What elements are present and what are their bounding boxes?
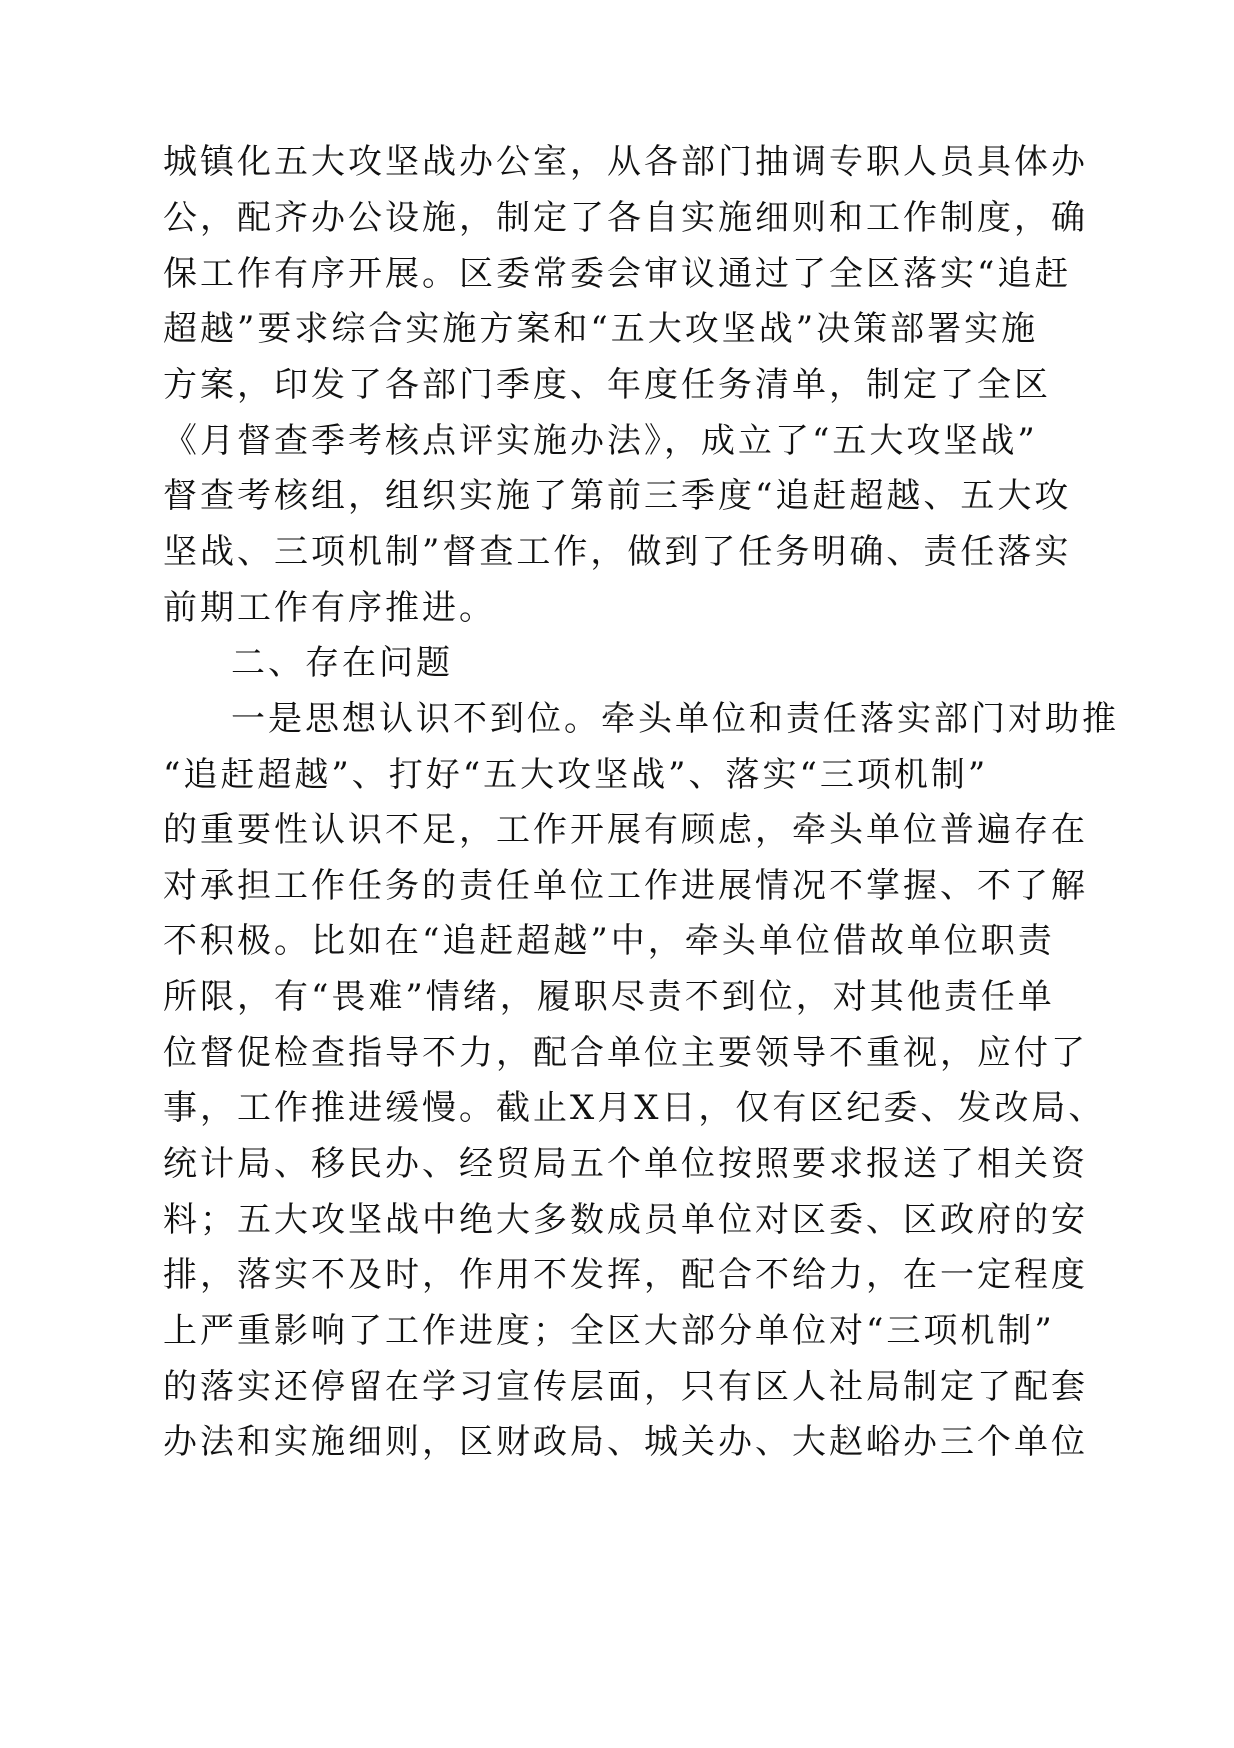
paragraph-line: 所限，有“畏难”情绪，履职尽责不到位，对其他责任单 — [163, 977, 1055, 1017]
paragraph-line: 事，工作推进缓慢。截止X月X日，仅有区纪委、发改局、 — [163, 1088, 1106, 1128]
paragraph-line: 城镇化五大攻坚战办公室，从各部门抽调专职人员具体办 — [163, 142, 1088, 182]
paragraph-line: “追赶超越”、打好“五大攻坚战”、落实“三项机制” — [163, 755, 989, 795]
paragraph-line: 《月督查季考核点评实施办法》，成立了“五大攻坚战” — [163, 421, 1038, 461]
paragraph-line: 公，配齐办公设施，制定了各自实施细则和工作制度，确 — [163, 198, 1088, 238]
paragraph-line: 位督促检查指导不力，配合单位主要领导不重视，应付了 — [163, 1033, 1088, 1073]
paragraph-line: 的落实还停留在学习宣传层面，只有区人社局制定了配套 — [163, 1367, 1088, 1407]
paragraph-line: 一是思想认识不到位。牵头单位和责任落实部门对助推 — [231, 699, 1119, 739]
paragraph-line: 排，落实不及时，作用不发挥，配合不给力，在一定程度 — [163, 1255, 1088, 1295]
paragraph-line: 统计局、移民办、经贸局五个单位按照要求报送了相关资 — [163, 1144, 1088, 1184]
paragraph-line: 督查考核组，组织实施了第前三季度“追赶超越、五大攻 — [163, 476, 1072, 516]
paragraph-line: 坚战、三项机制”督查工作，做到了任务明确、责任落实 — [163, 532, 1072, 572]
paragraph-line: 超越”要求综合实施方案和“五大攻坚战”决策部署实施 — [163, 309, 1039, 349]
paragraph-line: 前期工作有序推进。 — [163, 588, 496, 628]
paragraph-line: 上严重影响了工作进度；全区大部分单位对“三项机制” — [163, 1311, 1055, 1351]
paragraph-line: 的重要性认识不足，工作开展有顾虑，牵头单位普遍存在 — [163, 810, 1088, 850]
paragraph-line: 不积极。比如在“追赶超越”中，牵头单位借故单位职责 — [163, 921, 1055, 961]
paragraph-line: 料；五大攻坚战中绝大多数成员单位对区委、区政府的安 — [163, 1200, 1088, 1240]
paragraph-line: 方案，印发了各部门季度、年度任务清单，制定了全区 — [163, 365, 1051, 405]
paragraph-line: 办法和实施细则，区财政局、城关办、大赵峪办三个单位 — [163, 1422, 1088, 1462]
paragraph-line: 对承担工作任务的责任单位工作进展情况不掌握、不了解 — [163, 866, 1088, 906]
section-heading: 二、存在问题 — [231, 643, 453, 683]
paragraph-line: 保工作有序开展。区委常委会审议通过了全区落实“追赶 — [163, 254, 1072, 294]
